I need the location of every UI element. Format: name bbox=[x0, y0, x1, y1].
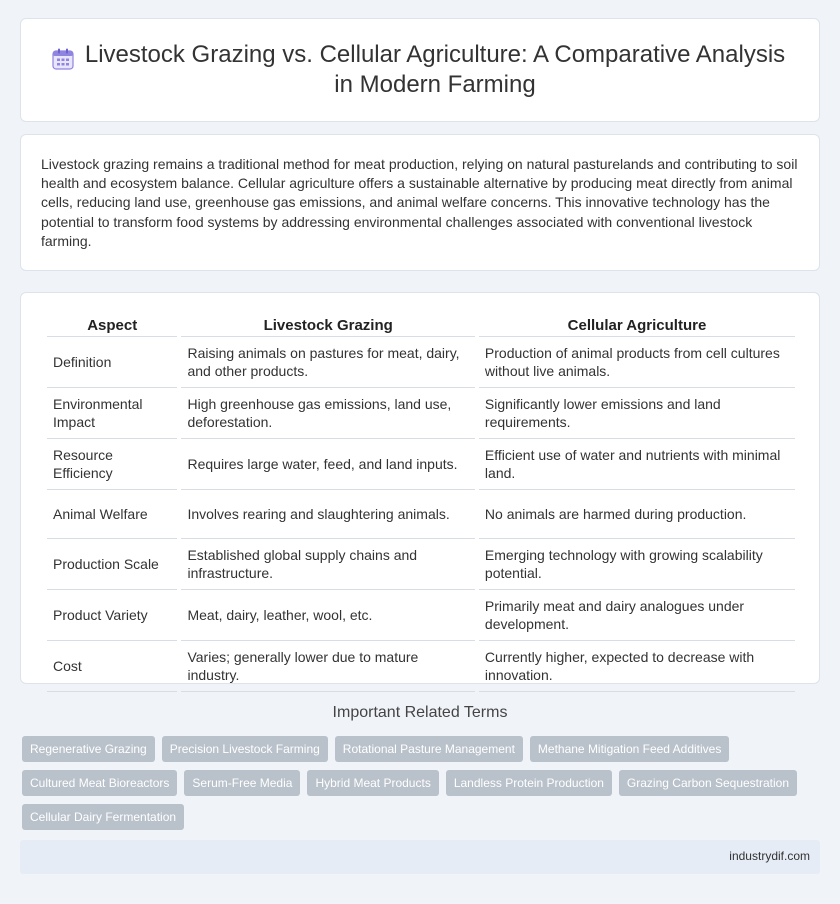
cell-livestock-grazing: Established global supply chains and infrastructure. bbox=[181, 539, 474, 590]
footer-site-link[interactable]: industrydif.com bbox=[729, 849, 810, 863]
cell-aspect: Production Scale bbox=[47, 539, 177, 590]
cell-livestock-grazing: Requires large water, feed, and land inputs. bbox=[181, 439, 474, 490]
related-terms-heading: Important Related Terms bbox=[332, 704, 508, 721]
tag-rotational-pasture-management[interactable]: Rotational Pasture Management bbox=[335, 736, 523, 762]
intro-card bbox=[20, 134, 820, 271]
tag-cellular-dairy-fermentation[interactable]: Cellular Dairy Fermentation bbox=[22, 804, 184, 830]
tag-landless-protein-production[interactable]: Landless Protein Production bbox=[446, 770, 612, 796]
tag-regenerative-grazing[interactable]: Regenerative Grazing bbox=[22, 736, 155, 762]
cell-cellular-agriculture: Significantly lower emissions and land requirements. bbox=[479, 388, 795, 439]
tag-serum-free-media[interactable]: Serum-Free Media bbox=[184, 770, 300, 796]
cell-cellular-agriculture: Emerging technology with growing scalability potential. bbox=[479, 539, 795, 590]
footer-bar bbox=[20, 840, 820, 874]
tag-hybrid-meat-products[interactable]: Hybrid Meat Products bbox=[307, 770, 438, 796]
cell-livestock-grazing: Meat, dairy, leather, wool, etc. bbox=[181, 590, 474, 641]
table-row bbox=[47, 590, 795, 641]
cell-livestock-grazing: High greenhouse gas emissions, land use, deforestation. bbox=[181, 388, 474, 439]
table-row bbox=[47, 539, 795, 590]
cell-cellular-agriculture: Primarily meat and dairy analogues under development. bbox=[479, 590, 795, 641]
cell-livestock-grazing: Raising animals on pastures for meat, dairy, and other products. bbox=[181, 337, 474, 388]
cell-livestock-grazing: Involves rearing and slaughtering animals. bbox=[181, 490, 474, 539]
cell-aspect: Environmental Impact bbox=[47, 388, 177, 439]
related-terms-list bbox=[22, 736, 802, 830]
comparison-table-card bbox=[20, 292, 820, 684]
table-row bbox=[47, 490, 795, 539]
cell-cellular-agriculture: Efficient use of water and nutrients with minimal land. bbox=[479, 439, 795, 490]
table-row bbox=[47, 388, 795, 439]
intro-paragraph: Livestock grazing remains a traditional method for meat production, relying on natural pasturelands and contributing to soil health and ecosystem balance. Cellular agriculture offers a sustainable alternative by producing meat directly from animal cells, reducing land use, greenhouse gas emissions, and animal welfare concerns. This innovative technology has the potential to transform food systems by addressing environmental challenges associated with conventional livestock farming. bbox=[41, 156, 798, 249]
cell-aspect: Resource Efficiency bbox=[47, 439, 177, 490]
cell-cellular-agriculture: Production of animal products from cell cultures without live animals. bbox=[479, 337, 795, 388]
page-title: Livestock Grazing vs. Cellular Agriculture: A Comparative Analysis in Modern Farming bbox=[84, 41, 786, 98]
cell-aspect: Product Variety bbox=[47, 590, 177, 641]
cell-aspect: Animal Welfare bbox=[47, 490, 177, 539]
table-row bbox=[47, 439, 795, 490]
header-aspect: Aspect bbox=[47, 315, 177, 337]
cell-cellular-agriculture: No animals are harmed during production. bbox=[479, 490, 795, 539]
tag-methane-mitigation-feed-additives[interactable]: Methane Mitigation Feed Additives bbox=[530, 736, 729, 762]
title-wrap bbox=[21, 19, 819, 121]
table-row bbox=[47, 641, 795, 692]
header-livestock-grazing: Livestock Grazing bbox=[181, 315, 474, 337]
tag-grazing-carbon-sequestration[interactable]: Grazing Carbon Sequestration bbox=[619, 770, 797, 796]
header-card bbox=[20, 18, 820, 122]
tag-precision-livestock-farming[interactable]: Precision Livestock Farming bbox=[162, 736, 328, 762]
cell-aspect: Cost bbox=[47, 641, 177, 692]
cell-livestock-grazing: Varies; generally lower due to mature industry. bbox=[181, 641, 474, 692]
header-cellular-agriculture: Cellular Agriculture bbox=[479, 315, 795, 337]
comparison-table bbox=[43, 315, 799, 692]
cell-cellular-agriculture: Currently higher, expected to decrease with innovation. bbox=[479, 641, 795, 692]
tag-cultured-meat-bioreactors[interactable]: Cultured Meat Bioreactors bbox=[22, 770, 177, 796]
cell-aspect: Definition bbox=[47, 337, 177, 388]
table-header-row bbox=[47, 315, 795, 337]
table-row bbox=[47, 337, 795, 388]
